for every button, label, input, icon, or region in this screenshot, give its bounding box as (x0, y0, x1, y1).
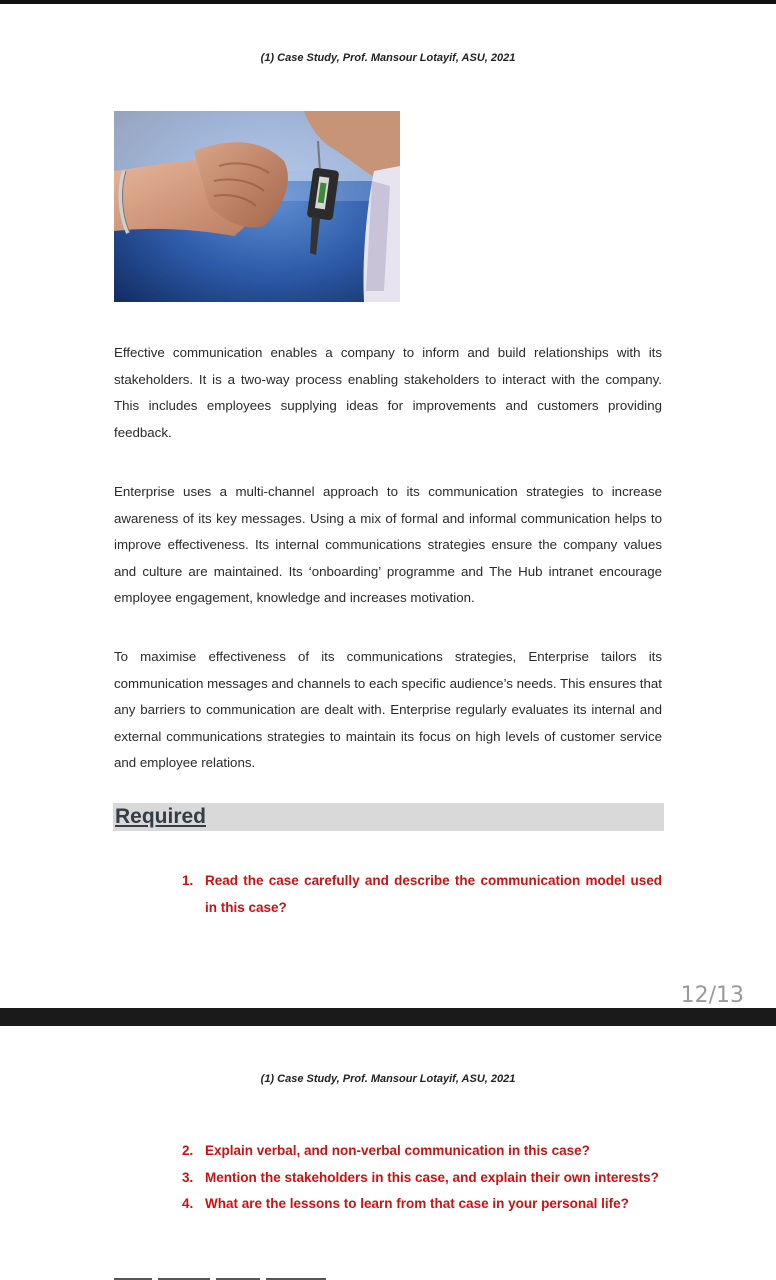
question-text: Read the case carefully and describe the communication model used in this case? (205, 873, 662, 915)
page-header: (1) Case Study, Prof. Mansour Lotayif, ASU, 2021 (260, 1073, 516, 1085)
question-item (182, 1138, 662, 1165)
question-number: 4. (182, 1196, 194, 1211)
page-header: (1) Case Study, Prof. Mansour Lotayif, ASU, 2021 (260, 52, 516, 64)
question-text: Mention the stakeholders in this case, and explain their own interests? (205, 1169, 659, 1185)
question-item (182, 1165, 662, 1192)
question-list-page-2 (182, 1138, 662, 1218)
paragraph-multi-channel: Enterprise uses a multi-channel approach to its communication strategies to increase awareness of its key messages. Using a mix of formal and informal communication helps to improve effectiveness. Its internal communications strategies ensure the company values and culture are maintained. Its ‘onboarding’ programme and The Hub intranet encourage employee engagement, knowledge and increases motivation. (114, 484, 662, 605)
question-text: What are the lessons to learn from that case in your personal life? (205, 1196, 629, 1211)
page-separator (0, 1008, 776, 1026)
question-text: Explain verbal, and non-verbal communication in this case? (205, 1143, 590, 1158)
question-item (182, 868, 662, 921)
question-number: 1. (182, 873, 194, 888)
question-number: 3. (182, 1169, 194, 1185)
handshake-car-keys-photo (114, 111, 400, 302)
page-counter: 12/13 (680, 983, 744, 1008)
question-number: 2. (182, 1143, 194, 1158)
paragraph-effective-communication: Effective communication enables a company to inform and build relationships with its stakeholders. It is a two-way process enabling stakeholders to interact with the company. This includes employees supplying ideas for improvements and customers providing feedback. (114, 345, 662, 440)
required-section-heading (113, 803, 664, 831)
cropped-text-line (114, 1268, 414, 1280)
question-item (182, 1191, 662, 1218)
required-heading-text: Required (115, 805, 207, 828)
top-page-border (0, 0, 776, 4)
paragraph-maximise-effectiveness: To maximise effectiveness of its communications strategies, Enterprise tailors its communication messages and channels to each specific audience’s needs. This ensures that any barriers to communication are dealt with. Enterprise regularly evaluates its internal and external communications strategies to maintain its focus on high levels of customer service and employee relations. (114, 649, 662, 770)
question-list-page-1 (182, 868, 662, 921)
